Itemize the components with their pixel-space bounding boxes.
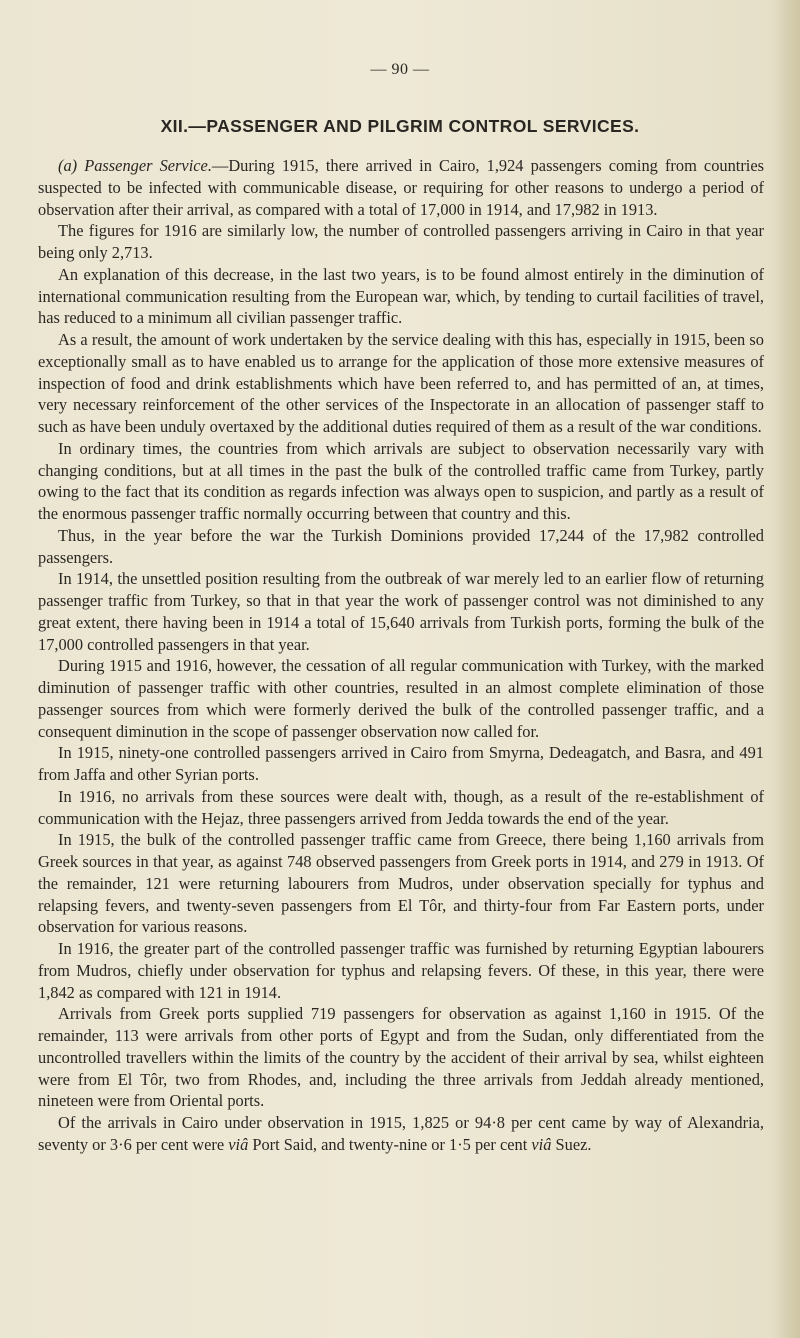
- paragraph-1: [38, 155, 764, 220]
- paragraph-4: As a result, the amount of work undertaken by the service dealing with this has, especially in 1915, been so exceptionally small as to have enabled us to arrange for the application of those more extensive measures of inspection of food and drink establishments which have been referred to, and has permitted of an, at times, very necessary reinforcement of the other services of the Inspectorate in an allocation of passenger staff to such as have been unduly overtaxed by the additional duties required of them as a result of the war conditions.: [38, 330, 764, 436]
- paragraph-14-part-1: Of the arrivals in Cairo under observation in 1915, 1,825 or 94·8 per cent came by way of Alexandria, seventy or 3·6 per cent were: [38, 1113, 764, 1154]
- paragraph-13: Arrivals from Greek ports supplied 719 passengers for observation as against 1,160 in 1915. Of the remainder, 113 were arrivals from other ports of Egypt and from the Sudan, only differentiated from the uncontrolled travellers within the limits of the country by the accident of their arrival by sea, whilst eighteen were from El Tôr, two from Rhodes, and, including the three arrivals from Jeddah already mentioned, nineteen were from Oriental ports.: [38, 1004, 764, 1111]
- via-italic-2: viâ: [531, 1134, 552, 1154]
- paragraph-5: In ordinary times, the countries from which arrivals are subject to observation necessarily vary with changing conditions, but at all times in the past the bulk of the controlled traffic came from Turkey, partly owing to the fact that its condition as regards infection was always open to suspicion, and partly as a result of the enormous passenger traffic normally occurring between that country and this.: [38, 438, 764, 523]
- paragraph-1-text: —During 1915, there arrived in Cairo, 1,924 passengers coming from countries suspected to be infected with communicable disease, or requiring for other reasons to undergo a period of observation after their arrival, as compared with a total of 17,000 in 1914, and 17,982 in 1913.: [38, 156, 764, 219]
- paragraph-9: In 1915, ninety-one controlled passengers arrived in Cairo from Smyrna, Dedeagatch, and Basra, and 491 from Jaffa and other Syrian ports.: [38, 743, 764, 784]
- paragraph-11: In 1915, the bulk of the controlled passenger traffic came from Greece, there being 1,160 arrivals from Greek sources in that year, as against 748 observed passengers from Greek ports in 1914, and 279 in 1913. Of the remainder, 121 were returning labourers from Mudros, under observation specially for typhus and relapsing fevers, and twenty-seven passengers from El Tôr, and thirty-four from Far Eastern ports, under observation for various reasons.: [38, 830, 764, 937]
- paragraph-12: In 1916, the greater part of the controlled passenger traffic was furnished by returning Egyptian labourers from Mudros, chiefly under observation for typhus and relapsing fevers. Of these, in this year, there were 1,842 as compared with 121 in 1914.: [38, 939, 764, 1002]
- paragraph-2: The figures for 1916 are similarly low, the number of controlled passengers arriving in Cairo in that year being only 2,713.: [38, 221, 764, 262]
- paragraph-3: An explanation of this decrease, in the last two years, is to be found almost entirely in the diminution of international communication resulting from the European war, which, by tending to curtail facilities of travel, has reduced to a minimum all civilian passenger traffic.: [38, 264, 764, 328]
- via-italic-1: viâ: [228, 1134, 249, 1154]
- page-number: — 90 —: [370, 61, 430, 78]
- page-edge-shading: [774, 0, 800, 1338]
- paragraph-14-part-3: Suez.: [551, 1134, 592, 1154]
- paragraph-6: Thus, in the year before the war the Turkish Dominions provided 17,244 of the 17,982 controlled passengers.: [38, 525, 764, 567]
- section-heading: XII.—PASSENGER AND PILGRIM CONTROL SERVICES.: [160, 116, 640, 136]
- body-text: [38, 155, 764, 1156]
- paragraph-10: In 1916, no arrivals from these sources were dealt with, though, as a result of the re-establishment of communication with the Hejaz, three passengers arrived from Jedda towards the end of the year.: [38, 786, 764, 828]
- paragraph-14-part-2: Port Said, and twenty-nine or 1·5 per cent: [248, 1134, 532, 1154]
- section-label: (a) Passenger Service.: [58, 156, 212, 175]
- paragraph-14: [38, 1112, 764, 1156]
- paragraph-7: In 1914, the unsettled position resulting from the outbreak of war merely led to an earlier flow of returning passenger traffic from Turkey, so that in that year the work of passenger control was not diminished to any great extent, there having been in 1914 a total of 15,640 arrivals from Turkish ports, forming the bulk of the 17,000 controlled passengers in that year.: [38, 569, 764, 654]
- paragraph-8: During 1915 and 1916, however, the cessation of all regular communication with Turkey, with the marked diminution of passenger traffic with other countries, resulted in an almost complete elimination of those passenger sources from which were formerly derived the bulk of the controlled passenger traffic, and a consequent diminution in the scope of passenger observation now called for.: [38, 656, 764, 741]
